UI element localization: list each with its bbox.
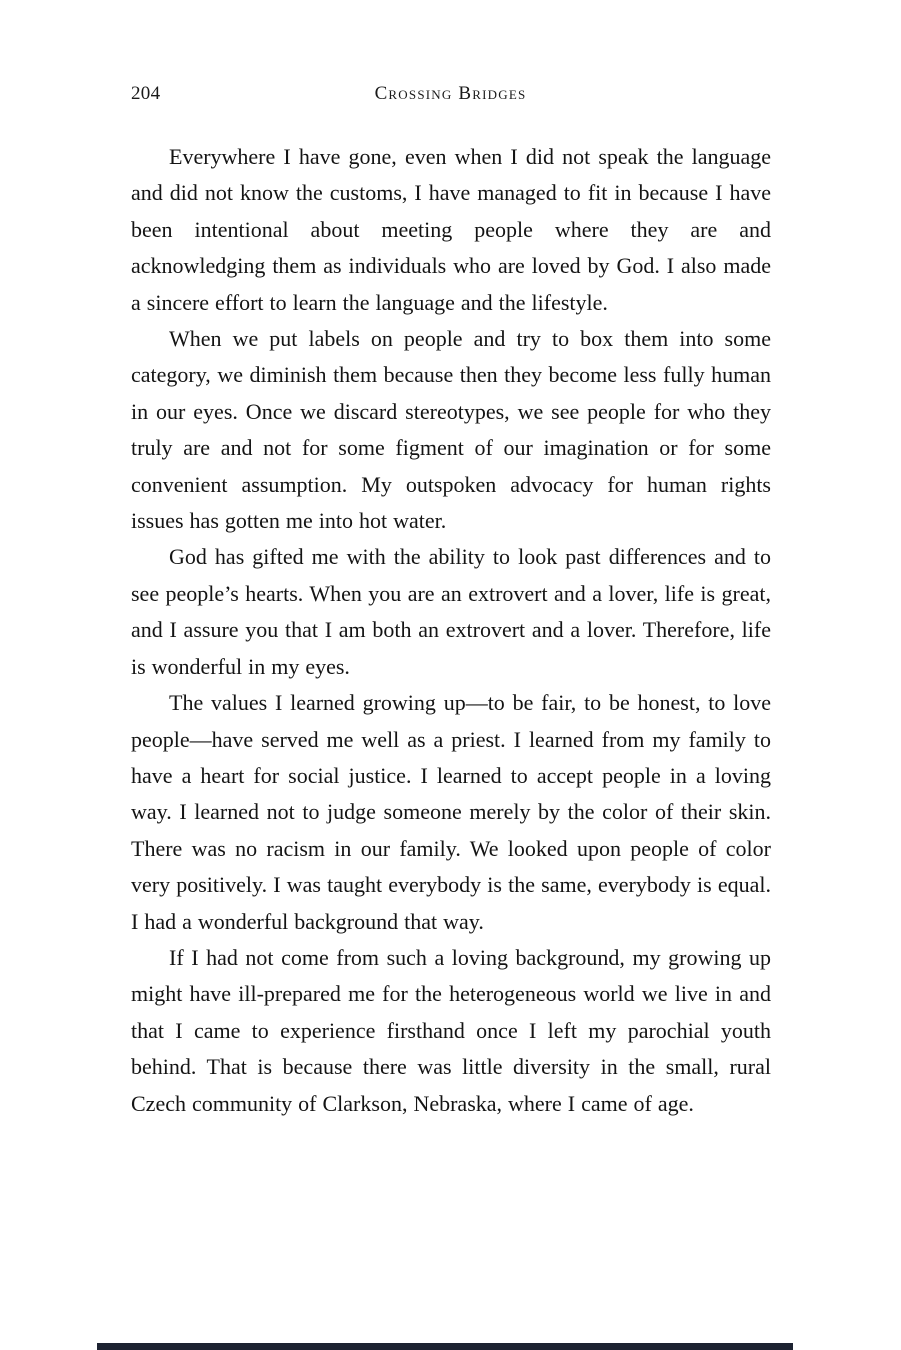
- next-page-edge-bar: [97, 1343, 793, 1350]
- paragraph: If I had not come from such a loving background, my growing up might have ill-prepared me for the heterogeneous world we live in and that I came to experience firsthand once I left my parochial youth behind. That is because there was little diversity in the small, rural Czech community of Clarkson, Nebraska, where I came of age.: [131, 944, 771, 1116]
- paragraph: God has gifted me with the ability to look past differences and to see people’s hearts. When you are an extrovert and a lover, life is great, and I assure you that I am both an extrovert and a lover. Therefore, life is wonderful in my eyes.: [131, 544, 771, 679]
- running-header-title: Crossing Bridges: [374, 83, 527, 104]
- paragraph: Everywhere I have gone, even when I did not speak the language and did not know the customs, I have managed to fit in because I have been intentional about meeting people where they are and acknowledging them as individuals who are loved by God. I also made a sincere effort to learn the language and the lifestyle.: [131, 144, 771, 315]
- body-text-block: [131, 139, 771, 1122]
- running-head: [131, 83, 770, 107]
- paragraph: The values I learned growing up—to be fair, to be honest, to love people—have served me well as a priest. I learned from my family to have a heart for social justice. I learned to accept people in a loving way. I learned not to judge someone merely by the color of their skin. There was no racism in our family. We looked upon people of color very positively. I was taught everybody is the same, everybody is equal. I had a wonderful background that way.: [131, 690, 771, 934]
- page-number: 204: [131, 83, 161, 104]
- paragraph: When we put labels on people and try to box them into some category, we diminish them because then they become less fully human in our eyes. Once we discard stereotypes, we see people for who they truly are and not for some figment of our imagination or for some convenient assumption. My outspoken advocacy for human rights issues has gotten me into hot water.: [131, 326, 771, 534]
